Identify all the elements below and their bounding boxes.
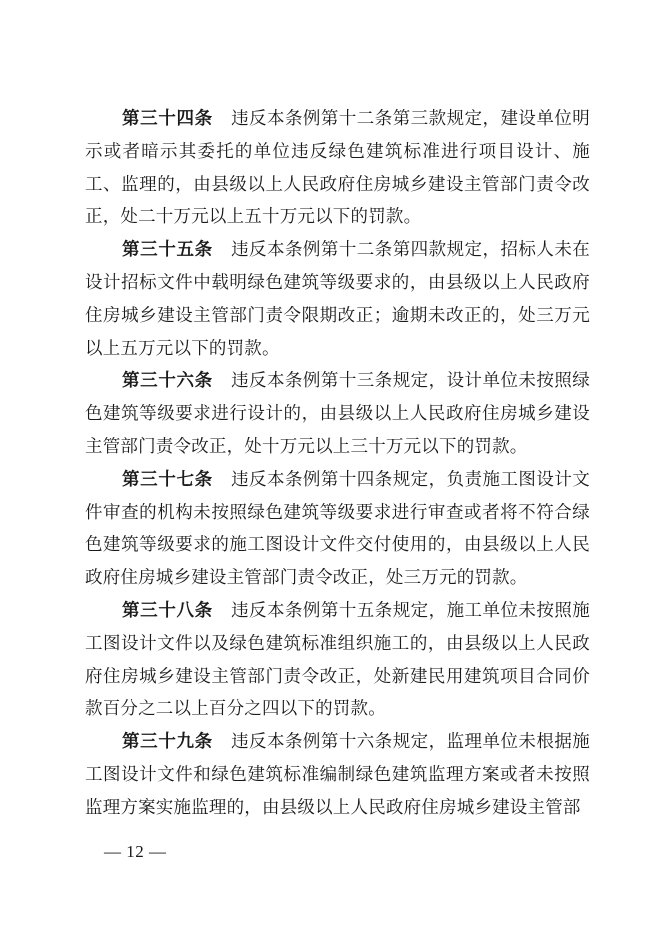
article-title: 第三十五条 [122,240,213,261]
article-text: 违反本条例第十六条规定，监理单位未根据施工图设计文件和绿色建筑标准编制绿色建筑监理方案或者未按照监理方案实施监理的，由县级以上人民政府住房城乡建设主管部 [85,732,591,818]
article-title: 第三十八条 [122,600,213,621]
article-text: 违反本条例第十二条第三款规定，建设单位明示或者暗示其委托的单位违反绿色建筑标准进行项目设计、施工、监理的，由县级以上人民政府住房城乡建设主管部门责令改正，处二十万元以上五十万元以下的罚款。 [85,109,591,228]
article-36 [85,365,590,463]
article-38 [85,595,590,726]
article-text: 违反本条例第十五条规定，施工单位未按照施工图设计文件以及绿色建筑标准组织施工的，由县级以上人民政府住房城乡建设主管部门责令改正，处新建民用建筑项目合同价款百分之二以上百分之四以下的罚款。 [85,600,591,720]
article-text: 违反本条例第十四条规定，负责施工图设计文件审查的机构未按照绿色建筑等级要求进行审查或者将不符合绿色建筑等级要求的施工图设计文件交付使用的，由县级以上人民政府住房城乡建设主管部门责令改正，处三万元的罚款。 [85,469,591,589]
article-title: 第三十九条 [122,732,213,753]
article-text: 违反本条例第十二条第四款规定，招标人未在设计招标文件中载明绿色建筑等级要求的，由县级以上人民政府住房城乡建设主管部门责令限期改正；逾期未改正的，处三万元以上五万元以下的罚款。 [85,240,591,359]
article-title: 第三十七条 [122,469,213,490]
article-35 [85,234,590,365]
article-text: 违反本条例第十三条规定，设计单位未按照绿色建筑等级要求进行设计的，由县级以上人民政府住房城乡建设主管部门责令改正，处十万元以上三十万元以下的罚款。 [85,371,591,457]
article-title: 第三十四条 [122,109,213,129]
page-number: — 12 — [104,842,167,861]
article-title: 第三十六条 [122,371,213,392]
article-39 [85,726,590,824]
article-34 [85,103,590,234]
page-body [85,103,590,825]
article-37 [85,464,590,595]
